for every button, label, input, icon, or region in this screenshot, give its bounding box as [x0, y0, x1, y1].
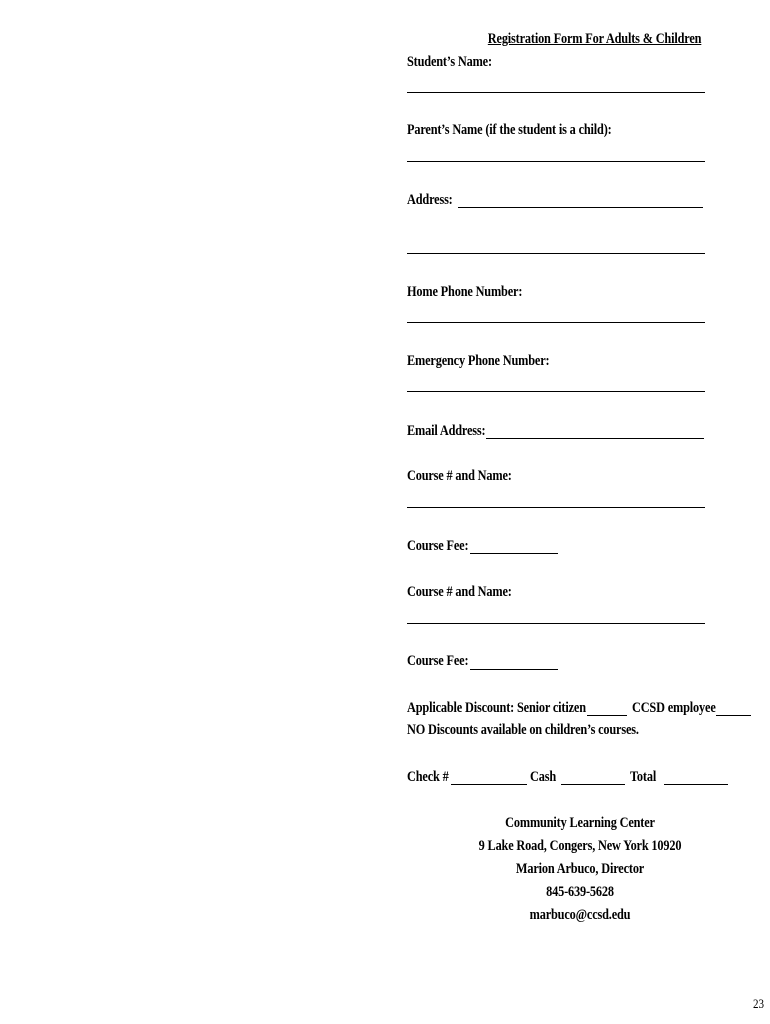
check-label: Check # [407, 769, 449, 785]
email-label: Email Address: [407, 423, 486, 439]
cash-label: Cash [530, 769, 557, 785]
contact-email[interactable]: marbuco@ccsd.edu [529, 907, 631, 923]
parent-name-label: Parent’s Name (if the student is a child): [407, 122, 612, 138]
student-name-label: Student’s Name: [407, 54, 492, 70]
ccsd-employee-field[interactable] [716, 715, 751, 716]
address-field-line-2[interactable] [407, 253, 705, 254]
senior-citizen-field[interactable] [587, 715, 627, 716]
director-name: Marion Arbuco, Director [515, 861, 645, 877]
course-fee2-label: Course Fee: [407, 653, 469, 669]
course2-label: Course # and Name: [407, 584, 512, 600]
course-fee2-field[interactable] [470, 669, 558, 670]
course1-label: Course # and Name: [407, 468, 512, 484]
emergency-phone-field[interactable] [407, 391, 705, 392]
page-number: 23 [752, 996, 764, 1011]
total-field[interactable] [664, 784, 728, 785]
check-number-field[interactable] [451, 784, 527, 785]
address-field-line-1[interactable] [458, 207, 703, 208]
course-fee1-label: Course Fee: [407, 538, 469, 554]
course1-field[interactable] [407, 507, 705, 508]
discount-label: Applicable Discount: Senior citizen [407, 700, 586, 716]
total-label: Total [630, 769, 657, 785]
course2-field[interactable] [407, 623, 705, 624]
form-title: Registration Form For Adults & Children [487, 31, 702, 47]
home-phone-label: Home Phone Number: [407, 284, 523, 300]
cash-field[interactable] [561, 784, 625, 785]
no-discounts-note: NO Discounts available on children’s courses. [407, 722, 639, 738]
parent-name-field[interactable] [407, 161, 705, 162]
course-fee1-field[interactable] [470, 553, 558, 554]
org-address: 9 Lake Road, Congers, New York 10920 [478, 838, 682, 854]
address-label: Address: [407, 192, 453, 208]
email-field[interactable] [486, 438, 704, 439]
student-name-field[interactable] [407, 92, 705, 93]
ccsd-employee-label: CCSD employee [632, 700, 716, 716]
org-name: Community Learning Center [505, 815, 655, 831]
home-phone-field[interactable] [407, 322, 705, 323]
emergency-phone-label: Emergency Phone Number: [407, 353, 550, 369]
contact-phone: 845-639-5628 [546, 884, 614, 900]
